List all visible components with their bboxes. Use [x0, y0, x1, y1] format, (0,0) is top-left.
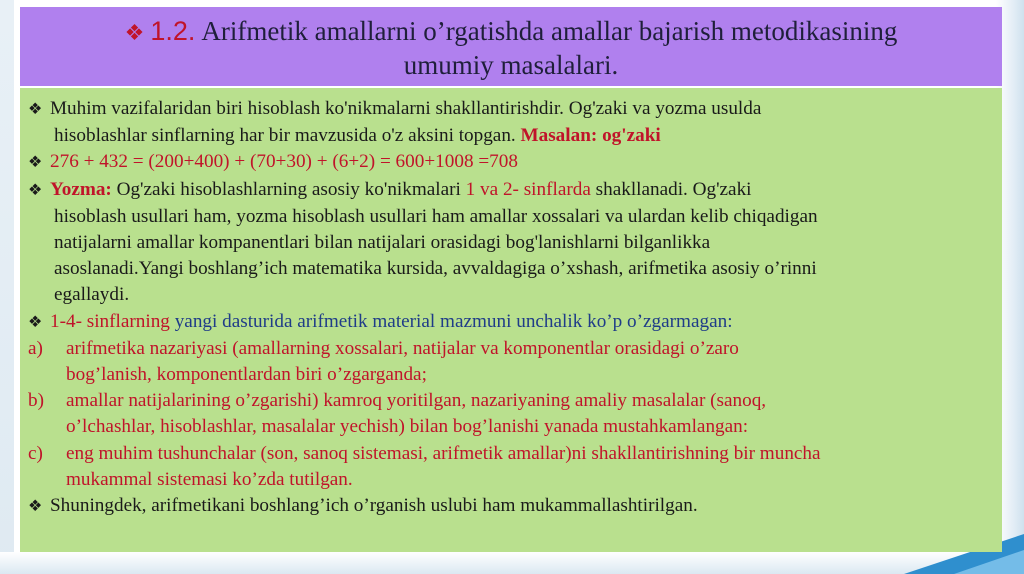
- paragraph-4-line: [28, 309, 992, 336]
- left-decor-strip: [0, 0, 14, 574]
- paragraph-5-line: [28, 493, 992, 520]
- paragraph-4-text-a: 1-4- sinflarning: [50, 310, 170, 332]
- paragraph-1-text-2: hisoblashlar sinflarning har bir mavzusida o'z aksini topgan.: [54, 125, 516, 147]
- paragraph-5-text: Shuningdek, arifmetikani boshlang’ich o’rganish uslubi ham mukammallashtirilgan.: [50, 495, 698, 517]
- bottom-decor-strip: [0, 552, 1024, 574]
- list-item-text: eng muhim tushunchalar (son, sanoq sistemasi, arifmetik amallar)ni shakllantirishning bir muncha: [66, 442, 821, 464]
- slide-content-box: [20, 88, 1002, 552]
- list-item-label: c): [28, 442, 43, 464]
- paragraph-3-line-2: hisoblash usullari ham, yozma hisoblash usullari ham amallar xossalari va ulardan kelib chiqadigan: [54, 205, 818, 227]
- paragraph-2-line: [28, 149, 992, 176]
- paragraph-3-text-c: shakllanadi. Og'zaki: [595, 178, 752, 200]
- title-text-1: Arifmetik amallarni o’rgatishda amallar bajarish metodikasining: [201, 16, 898, 46]
- diamond-bullet-icon: ❖: [28, 181, 43, 199]
- written-label: Yozma:: [50, 178, 112, 200]
- slide-title-box: [20, 7, 1002, 86]
- diamond-bullet-icon: ❖: [28, 498, 43, 516]
- paragraph-3-text-a: Og'zaki hisoblashlarning asosiy ko'nikmalari: [116, 178, 461, 200]
- list-item-a-line-1: [28, 336, 992, 362]
- paragraph-1-line-2: [28, 123, 992, 149]
- list-item-a-line-2: bog’lanish, komponentlardan biri o’zgarganda;: [66, 364, 427, 386]
- list-item-label: a): [28, 337, 43, 359]
- diamond-bullet-icon: ❖: [28, 101, 43, 118]
- paragraph-1-line-1: [28, 96, 992, 123]
- paragraph-3-line-5: egallaydi.: [54, 284, 130, 306]
- paragraph-4-text-b: yangi dasturida arifmetik material mazmuni unchalik ko’p o’zgarmagan:: [174, 310, 733, 332]
- section-number: 1.2.: [150, 16, 196, 46]
- list-item-label: b): [28, 390, 44, 412]
- list-item-text: amallar natijalarining o’zgarishi) kamroq yoritilgan, nazariyaning amaliy masalalar (sanoq,: [66, 390, 767, 412]
- list-item-b-line-2: o’lchashlar, hisoblashlar, masalalar yechish) bilan bog’lanishi yanada mustahkamlangan:: [66, 416, 749, 438]
- example-label: Masalan: og'zaki: [520, 125, 661, 147]
- diamond-bullet-icon: ❖: [124, 20, 145, 45]
- list-item-c-line-1: [28, 441, 992, 467]
- paragraph-3-line-3: natijalarni amallar kompanentlari bilan natijalari orasidagi bog'lanishlarni bilganlikka: [54, 232, 711, 254]
- list-item-text: arifmetika nazariyasi (amallarning xossalari, natijalar va komponentlar orasidagi o’zaro: [66, 337, 739, 359]
- list-item-c-line-2: mukammal sistemasi ko’zda tutilgan.: [66, 468, 353, 490]
- corner-decor-triangle-light: [954, 550, 1024, 574]
- slide-title-line-1: [20, 15, 1002, 49]
- diamond-bullet-icon: ❖: [28, 313, 43, 331]
- paragraph-1-text-1: Muhim vazifalaridan biri hisoblash ko'nikmalarni shakllantirishdir. Og'zaki va yozma usulda: [50, 98, 762, 119]
- list-item-b-line-1: [28, 388, 992, 414]
- diamond-bullet-icon: ❖: [28, 154, 43, 172]
- slide-title-line-2: umumiy masalalari.: [403, 50, 619, 80]
- paragraph-3-line-4: asoslanadi.Yangi boshlang’ich matematika kursida, avvaldagiga o’xshash, arifmetika asosiy o’rinni: [54, 258, 817, 280]
- paragraph-3-line-1: [28, 177, 992, 204]
- example-equation: 276 + 432 = (200+400) + (70+30) + (6+2) = 600+1008 =708: [50, 151, 518, 173]
- paragraph-3-highlight: 1 va 2- sinflarda: [465, 178, 591, 200]
